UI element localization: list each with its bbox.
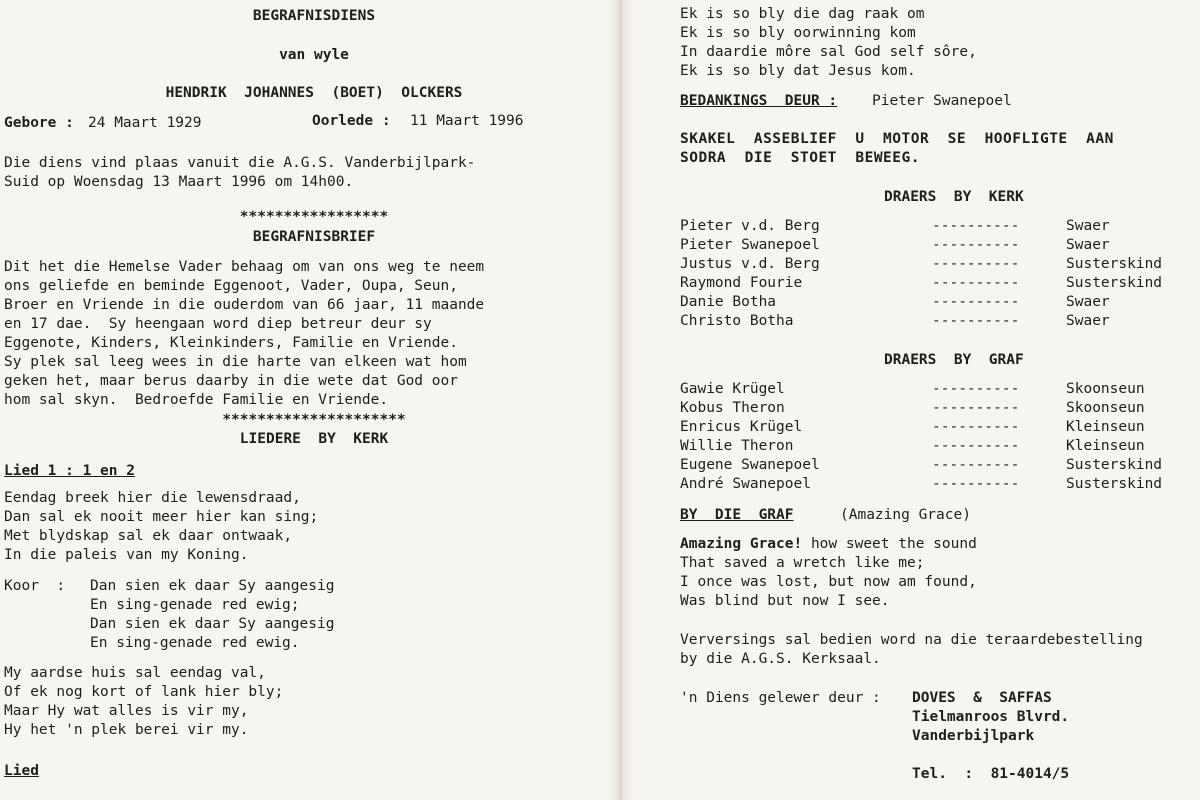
bearer-row	[680, 456, 1180, 475]
verse-line: In die paleis van my Koning.	[4, 547, 249, 563]
thanks-label: BEDANKINGS DEUR :	[680, 93, 838, 109]
page-fold	[608, 0, 632, 800]
lied-heading: Lied	[4, 763, 39, 779]
bearer-dash: ----------	[932, 457, 1020, 473]
ag-line: That saved a wretch like me;	[680, 555, 925, 571]
headlights-line-2: SODRA DIE STOET BEWEEG.	[680, 150, 920, 166]
bearer-relation: Susterskind	[1066, 476, 1163, 492]
headlights-line-1: SKAKEL ASSEBLIEF U MOTOR SE HOOFLIGTE AAN	[680, 131, 1114, 147]
brief-line: en 17 dae. Sy heengaan word diep betreur deur sy	[4, 316, 432, 332]
bearer-relation: Kleinseun	[1066, 419, 1145, 435]
bearer-name: Kobus Theron	[680, 400, 785, 416]
undertaker-tel: Tel. : 81-4014/5	[912, 766, 1070, 782]
song-line: Ek is so bly die dag raak om	[680, 6, 925, 22]
service-title: BEGRAFNISDIENS	[252, 8, 376, 24]
bearer-relation: Swaer	[1066, 313, 1110, 329]
bearer-name: Danie Botha	[680, 294, 777, 310]
bearer-row	[680, 437, 1180, 456]
service-by-label: 'n Diens gelewer deur :	[680, 690, 881, 706]
bearer-relation: Susterskind	[1066, 457, 1163, 473]
bearer-dash: ----------	[932, 256, 1020, 272]
van-wyle: van wyle	[279, 47, 349, 63]
grave-song-name: (Amazing Grace)	[840, 507, 971, 523]
verse-line: Maar Hy wat alles is vir my,	[4, 703, 249, 719]
verse-line: Dan sal ek nooit meer hier kan sing;	[4, 509, 319, 525]
service-line-1: Die diens vind plaas vanuit die A.G.S. Vanderbijlpark-	[4, 155, 476, 171]
stars-divider-2: *********************	[222, 412, 406, 428]
koor-label: Koor :	[4, 578, 66, 594]
bearer-name: Raymond Fourie	[680, 275, 803, 291]
chorus-line: Dan sien ek daar Sy aangesig	[90, 578, 335, 594]
stars-divider: *****************	[239, 209, 389, 225]
song-line: Ek is so bly oorwinning kom	[680, 25, 916, 41]
grave-label: BY DIE GRAF	[680, 507, 794, 523]
brief-line: Broer en Vriende in die ouderdom van 66 jaar, 11 maande	[4, 297, 485, 313]
died-label: Oorlede :	[312, 113, 391, 129]
bearer-dash: ----------	[932, 476, 1020, 492]
bearer-dash: ----------	[932, 438, 1020, 454]
born-label: Gebore :	[4, 115, 74, 131]
chorus-line: En sing-genade red ewig;	[90, 597, 300, 613]
bearer-dash: ----------	[932, 237, 1020, 253]
bearer-row	[680, 475, 1180, 494]
bearer-name: Willie Theron	[680, 438, 794, 454]
bearer-name: Pieter Swanepoel	[680, 237, 820, 253]
bearer-name: Pieter v.d. Berg	[680, 218, 820, 234]
refresh-line-2: by die A.G.S. Kerksaal.	[680, 651, 881, 667]
verse-line: Eendag breek hier die lewensdraad,	[4, 490, 301, 506]
bearer-dash: ----------	[932, 419, 1020, 435]
thanks-name: Pieter Swanepoel	[872, 93, 1012, 109]
chorus-line: Dan sien ek daar Sy aangesig	[90, 616, 335, 632]
bearer-name: Enricus Krügel	[680, 419, 803, 435]
verse-line: Hy het 'n plek berei vir my.	[4, 722, 249, 738]
lied1-heading: Lied 1 : 1 en 2	[4, 463, 135, 479]
brief-line: hom sal skyn. Bedroefde Familie en Vriende.	[4, 392, 389, 408]
verse-line: Met blydskap sal ek daar ontwaak,	[4, 528, 293, 544]
bearer-row	[680, 236, 1180, 255]
bearer-relation: Susterskind	[1066, 275, 1163, 291]
died-date: 11 Maart 1996	[410, 113, 524, 129]
ag-first-rest: how sweet the sound	[802, 536, 977, 552]
bearer-dash: ----------	[932, 218, 1020, 234]
bearer-relation: Swaer	[1066, 218, 1110, 234]
verse-line: Of ek nog kort of lank hier bly;	[4, 684, 284, 700]
verse-line: My aardse huis sal eendag val,	[4, 665, 266, 681]
bearer-row	[680, 255, 1180, 274]
songs-title: LIEDERE BY KERK	[239, 431, 389, 447]
bearer-relation: Skoonseun	[1066, 400, 1145, 416]
bearer-dash: ----------	[932, 381, 1020, 397]
ag-line: I once was lost, but now am found,	[680, 574, 977, 590]
bearer-dash: ----------	[932, 294, 1020, 310]
deceased-name: HENDRIK JOHANNES (BOET) OLCKERS	[165, 85, 463, 101]
refresh-line-1: Verversings sal bedien word na die teraardebestelling	[680, 632, 1143, 648]
undertaker-address-2: Vanderbijlpark	[912, 728, 1035, 744]
bearer-name: Christo Botha	[680, 313, 794, 329]
brief-line: geken het, maar berus daarby in die wete dat God oor	[4, 373, 458, 389]
bearer-relation: Skoonseun	[1066, 381, 1145, 397]
brief-line: Eggenote, Kinders, Kleinkinders, Familie en Vriende.	[4, 335, 458, 351]
brief-line: Dit het die Hemelse Vader behaag om van ons weg te neem	[4, 259, 485, 275]
bearer-relation: Swaer	[1066, 237, 1110, 253]
chorus-line: En sing-genade red ewig.	[90, 635, 300, 651]
song-line: In daardie môre sal God self sôre,	[680, 44, 977, 60]
brief-line: Sy plek sal leeg wees in die harte van elkeen wat hom	[4, 354, 467, 370]
bearer-row	[680, 399, 1180, 418]
bearer-name: Justus v.d. Berg	[680, 256, 820, 272]
bearer-name: André Swanepoel	[680, 476, 811, 492]
bearer-row	[680, 380, 1180, 399]
born-date: 24 Maart 1929	[88, 115, 202, 131]
bearers-church-title: DRAERS BY KERK	[884, 189, 1024, 205]
service-line-2: Suid op Woensdag 13 Maart 1996 om 14h00.	[4, 174, 354, 190]
ag-line: Was blind but now I see.	[680, 593, 890, 609]
bearer-row	[680, 312, 1180, 331]
bearer-relation: Susterskind	[1066, 256, 1163, 272]
bearer-row	[680, 274, 1180, 293]
bearer-row	[680, 217, 1180, 236]
undertaker-name: DOVES & SAFFAS	[912, 690, 1052, 706]
bearer-row	[680, 418, 1180, 437]
ag-first-line	[680, 535, 977, 554]
brief-title: BEGRAFNISBRIEF	[252, 229, 376, 245]
brief-line: ons geliefde en beminde Eggenoot, Vader, Oupa, Seun,	[4, 278, 458, 294]
song-line: Ek is so bly dat Jesus kom.	[680, 63, 916, 79]
bearer-row	[680, 293, 1180, 312]
bearer-dash: ----------	[932, 400, 1020, 416]
right-page	[632, 0, 1200, 800]
bearer-name: Gawie Krügel	[680, 381, 785, 397]
bearers-grave-title: DRAERS BY GRAF	[884, 352, 1024, 368]
bearer-dash: ----------	[932, 313, 1020, 329]
bearer-dash: ----------	[932, 275, 1020, 291]
ag-title: Amazing Grace!	[680, 536, 803, 552]
bearer-relation: Kleinseun	[1066, 438, 1145, 454]
undertaker-address-1: Tielmanroos Blvrd.	[912, 709, 1070, 725]
bearer-name: Eugene Swanepoel	[680, 457, 820, 473]
bearer-relation: Swaer	[1066, 294, 1110, 310]
